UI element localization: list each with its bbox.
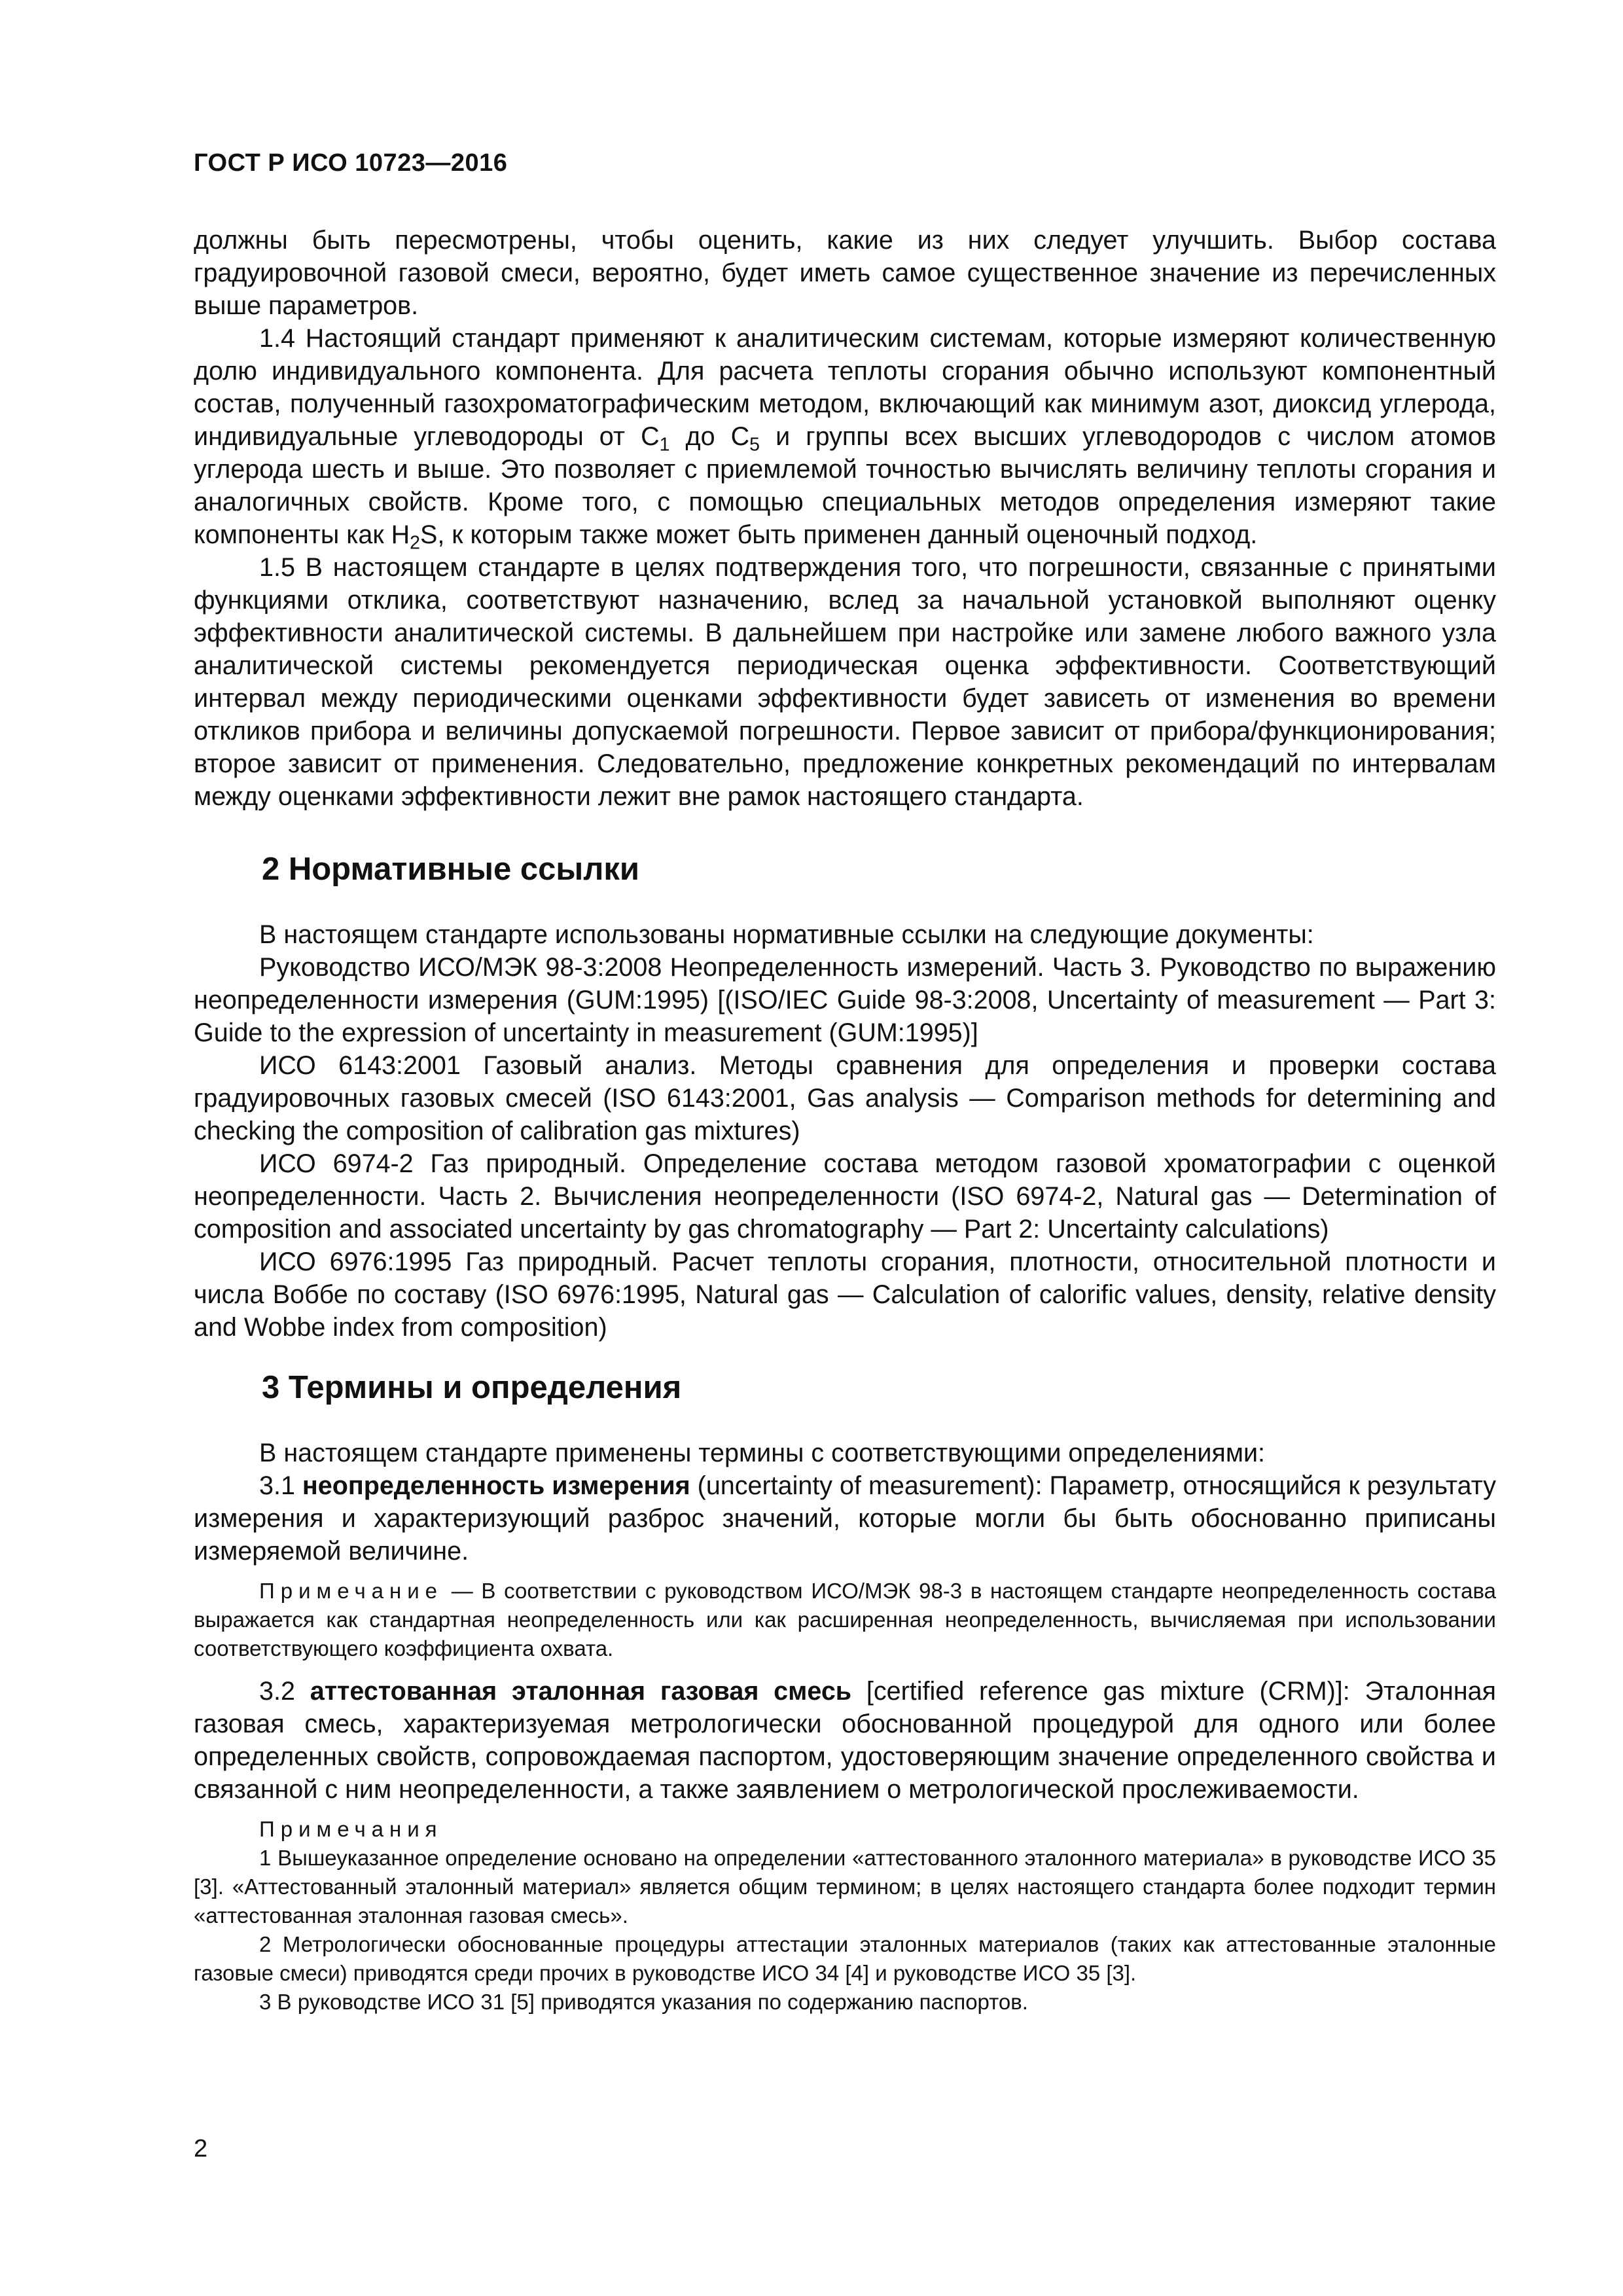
reference-item: ИСО 6976:1995 Газ природный. Расчет теплоты сгорания, плотности, относительной плотности и числа Воббе по составу (ISO 6976:1995, Natural gas — Calculation of calorific values, density, relative density and Wobbe index from composition) bbox=[194, 1247, 1496, 1342]
paragraph-1-4: 1.4 Настоящий стандарт применяют к аналитическим системам, которые измеряют количественную долю индивидуального компонента. Для расчета теплоты сгорания обычно используют компонентный состав, полученный газохроматографическим методом, включающий как минимум азот, диоксид углерода, индивидуальные углеводороды от $C_1$ до $C_5$ и группы всех высших углеводородов с числом атомов углерода шесть и выше. Это позволяет с приемлемой точностью вычислять величину теплоты сгорания и аналогичных свойств. Кроме того, с помощью специальных методов определения измеряют такие компоненты как $H_2S$, к которым также может быть применен данный оценочный подход. bbox=[194, 324, 1496, 554]
reference-item: Руководство ИСО/МЭК 98-3:2008 Неопределенность измерений. Часть 3. Руководство по выражению неопределенности измерения (GUM:1995) [(ISO/IEC Guide 98-3:2008, Uncertainty of measurement — Part 3: Guide to the expression of uncertainty in measurement (GUM:1995)] bbox=[194, 953, 1496, 1047]
section-3-body bbox=[194, 1437, 1496, 2017]
paragraph-1-5: 1.5 В настоящем стандарте в целях подтверждения того, что погрешности, связанные с принятыми функциями отклика, соответствуют назначению, вслед за начальной установкой выполняют оценку эффективности аналитической системы. В дальнейшем при настройке или замене любого важного узла аналитической системы рекомендуется периодическая оценка эффективности. Соответствующий интервал между периодическими оценками эффективности будет зависеть от изменения во времени откликов прибора и величины допускаемой погрешности. Первое зависит от прибора/функционирования; второе зависит от применения. Следовательно, предложение конкретных рекомендаций по интервалам между оценками эффективности лежит вне рамок настоящего стандарта. bbox=[194, 553, 1496, 811]
reference-item: ИСО 6974-2 Газ природный. Определение состава методом газовой хроматографии с оценкой неопределенности. Часть 2. Вычисления неопределенности (ISO 6974-2, Natural gas — Determination of composition and associated uncertainty by gas chromatography — Part 2: Uncertainty calculations) bbox=[194, 1149, 1496, 1244]
section-3-lead: В настоящем стандарте применены термины с соответствующими определениями: bbox=[259, 1439, 1266, 1467]
intro-block bbox=[194, 224, 1496, 813]
note-3-1: Примечание — В соответствии с руководством ИСО/МЭК 98-3 в настоящем стандарте неопределенность состава выражается как стандартная неопределенность или как расширенная неопределенность, вычисляемая при использовании соответствующего коэффициента охвата. bbox=[194, 1579, 1496, 1660]
note-item: 2 Метрологически обоснованные процедуры аттестации эталонных материалов (таких как аттестованные эталонные газовые смеси) приводятся среди прочих в руководстве ИСО 34 [4] и руководстве ИСО 35 [3]. bbox=[194, 1932, 1496, 1985]
reference-item: ИСО 6143:2001 Газовый анализ. Методы сравнения для определения и проверки состава градуировочных газовых смесей (ISO 6143:2001, Gas analysis — Comparison methods for determining and checking the composition of calibration gas mixtures) bbox=[194, 1051, 1496, 1145]
section-2-lead: В настоящем стандарте использованы нормативные ссылки на следующие документы: bbox=[259, 920, 1314, 949]
page-number: 2 bbox=[194, 2135, 208, 2162]
notes-label: Примечания bbox=[259, 1817, 443, 1841]
section-2-body bbox=[194, 918, 1496, 1344]
term-3-1: 3.1 неопределенность измерения (uncertainty of measurement): Параметр, относящийся к результату измерения и характеризующий разброс значений, которые могли бы быть обоснованно приписаны измеряемой величине. bbox=[194, 1471, 1496, 1566]
section-2-title: 2 Нормативные ссылки bbox=[262, 852, 639, 887]
standard-header: ГОСТ Р ИСО 10723—2016 bbox=[194, 149, 508, 177]
section-3-title: 3 Термины и определения bbox=[262, 1370, 682, 1405]
note-item: 3 В руководстве ИСО 31 [5] приводятся указания по содержанию паспортов. bbox=[259, 1990, 1028, 2014]
paragraph-continuation: должны быть пересмотрены, чтобы оценить, какие из них следует улучшить. Выбор состава градуировочной газовой смеси, вероятно, будет иметь самое существенное значение из перечисленных выше параметров. bbox=[194, 226, 1496, 320]
term-3-2: 3.2 аттестованная эталонная газовая смесь [certified reference gas mixture (CRM)]: Эталонная газовая смесь, характеризуемая метрологически обоснованной процедурой для одного или более определенных свойств, сопровождаемая паспортом, удостоверяющим значение определенного свойства и связанной с ним неопределенности, а также заявлением о метрологической прослеживаемости. bbox=[194, 1677, 1497, 1804]
note-item: 1 Вышеуказанное определение основано на определении «аттестованного эталонного материала» в руководстве ИСО 35 [3]. «Аттестованный эталонный материал» является общим термином; в целях настоящего стандарта более подходит термин «аттестованная эталонная газовая смесь». bbox=[194, 1846, 1496, 1928]
